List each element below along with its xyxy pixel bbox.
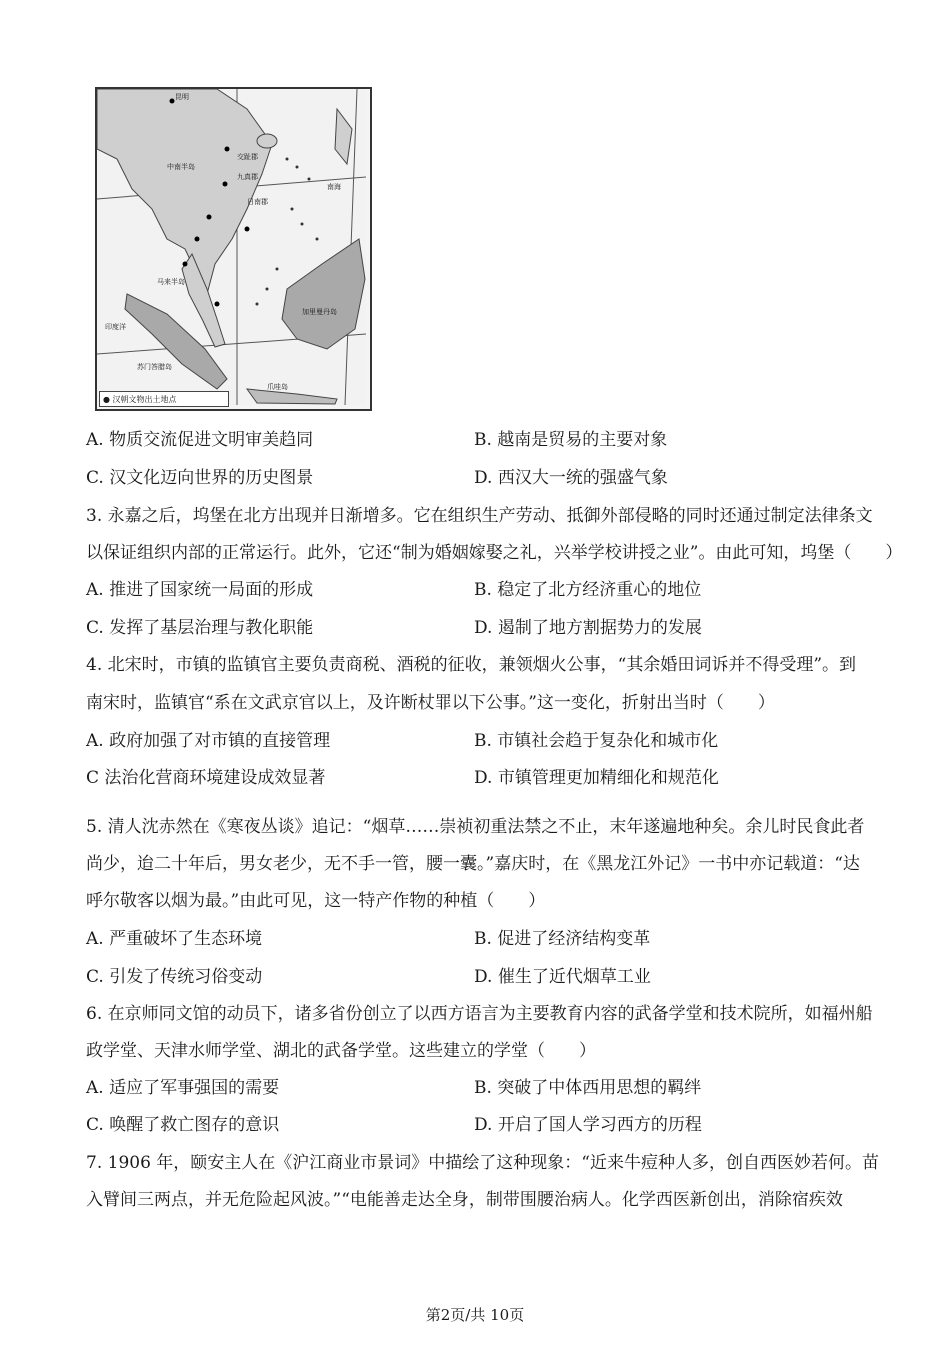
q4-option-a: A. 政府加强了对市镇的直接管理 (86, 731, 331, 751)
prev-option-a: A. 物质交流促进文明审美趋同 (86, 430, 314, 450)
q3-stem-line1: 3. 永嘉之后，坞堡在北方出现并日渐增多。它在组织生产劳动、抵御外部侵略的同时还通过制定法律条文 (86, 506, 873, 526)
map-label-borneo: 加里曼丹岛 (302, 308, 337, 316)
map-label-java: 爪哇岛 (267, 383, 288, 391)
q6-stem-line2: 政学堂、天津水师学堂、湖北的武备学堂。这些建立的学堂（ ） (86, 1041, 596, 1061)
q5-option-b: B. 促进了经济结构变革 (474, 929, 651, 949)
q4-stem-line2: 南宋时，监镇官“系在文武京官以上，及许断杖罪以下公事。”这一变化，折射出当时（ ） (86, 693, 775, 713)
q5-stem-line3: 呼尔敬客以烟为最。”由此可见，这一特产作物的种植（ ） (86, 891, 546, 911)
q3-option-d: D. 遏制了地方割据势力的发展 (474, 618, 702, 638)
q3-option-a: A. 推进了国家统一局面的形成 (86, 580, 314, 600)
q5-option-d: D. 催生了近代烟草工业 (474, 967, 651, 987)
q5-stem-line2: 尚少，迨二十年后，男女老少，无不手一管，腰一囊。”嘉庆时，在《黑龙江外记》一书中亦记载道：“达 (86, 854, 860, 874)
q5-option-a: A. 严重破坏了生态环境 (86, 929, 263, 949)
q7-stem-line2: 入臂间三两点，并无危险起风波。”“电能善走达全身，制带围腰治病人。化学西医新创出，消除宿疾效 (86, 1190, 843, 1210)
q6-option-c: C. 唤醒了救亡图存的意识 (86, 1115, 280, 1135)
q4-option-b: B. 市镇社会趋于复杂化和城市化 (474, 731, 719, 751)
q5-stem-line1: 5. 清人沈赤然在《寒夜丛谈》追记：“烟草……崇祯初重法禁之不止，末年遂遍地种矣。余儿时民食此者 (86, 817, 865, 837)
map-label-indian-ocean: 印度洋 (105, 323, 126, 331)
q3-stem-line2: 以保证组织内部的正常运行。此外，它还“制为婚姻嫁娶之礼，兴举学校讲授之业”。由此可知，坞堡（ ） (86, 543, 903, 563)
q4-option-c: C 法治化营商环境建设成效显著 (86, 768, 326, 788)
prev-option-d: D. 西汉大一统的强盛气象 (474, 468, 668, 488)
q3-option-c: C. 发挥了基层治理与教化职能 (86, 618, 314, 638)
page-number-footer: 第2页/共 10页 (425, 1306, 525, 1324)
prev-option-c: C. 汉文化迈向世界的历史图景 (86, 468, 314, 488)
map-label-south-sea: 南海 (327, 183, 341, 191)
southeast-asia-map-image (97, 89, 366, 405)
q6-option-b: B. 突破了中体西用思想的羁绊 (474, 1078, 702, 1098)
map-label-jiaozhi: 交趾郡 (237, 153, 258, 161)
q3-option-b: B. 稳定了北方经济重心的地位 (474, 580, 702, 600)
map-label-sumatra: 苏门答腊岛 (137, 363, 172, 371)
q6-option-d: D. 开启了国人学习西方的历程 (474, 1115, 702, 1135)
map-legend-text: 汉朝文物出土地点 (112, 395, 177, 404)
q4-option-d: D. 市镇管理更加精细化和规范化 (474, 768, 719, 788)
map-legend: ● 汉朝文物出土地点 (99, 391, 229, 407)
map-label-jiuzhen: 九真郡 (237, 173, 258, 181)
map-label-malay: 马来半岛 (157, 278, 185, 286)
q5-option-c: C. 引发了传统习俗变动 (86, 967, 263, 987)
map-label-indochina: 中南半岛 (167, 163, 195, 171)
han-artifacts-map (95, 87, 372, 411)
q7-stem-line1: 7. 1906 年，颐安主人在《沪江商业市景词》中描绘了这种现象：“近来牛痘种人多，创自西医妙若何。苗 (86, 1153, 879, 1173)
q6-stem-line1: 6. 在京师同文馆的动员下，诸多省份创立了以西方语言为主要教育内容的武备学堂和技术院所，如福州船 (86, 1004, 873, 1024)
map-label-kunming: 昆明 (175, 93, 189, 101)
q6-option-a: A. 适应了军事强国的需要 (86, 1078, 280, 1098)
map-label-rinan: 日南郡 (247, 198, 268, 206)
prev-option-b: B. 越南是贸易的主要对象 (474, 430, 668, 450)
q4-stem-line1: 4. 北宋时，市镇的监镇官主要负责商税、酒税的征收，兼领烟火公事，“其余婚田词诉并不得受理”。到 (86, 655, 857, 675)
